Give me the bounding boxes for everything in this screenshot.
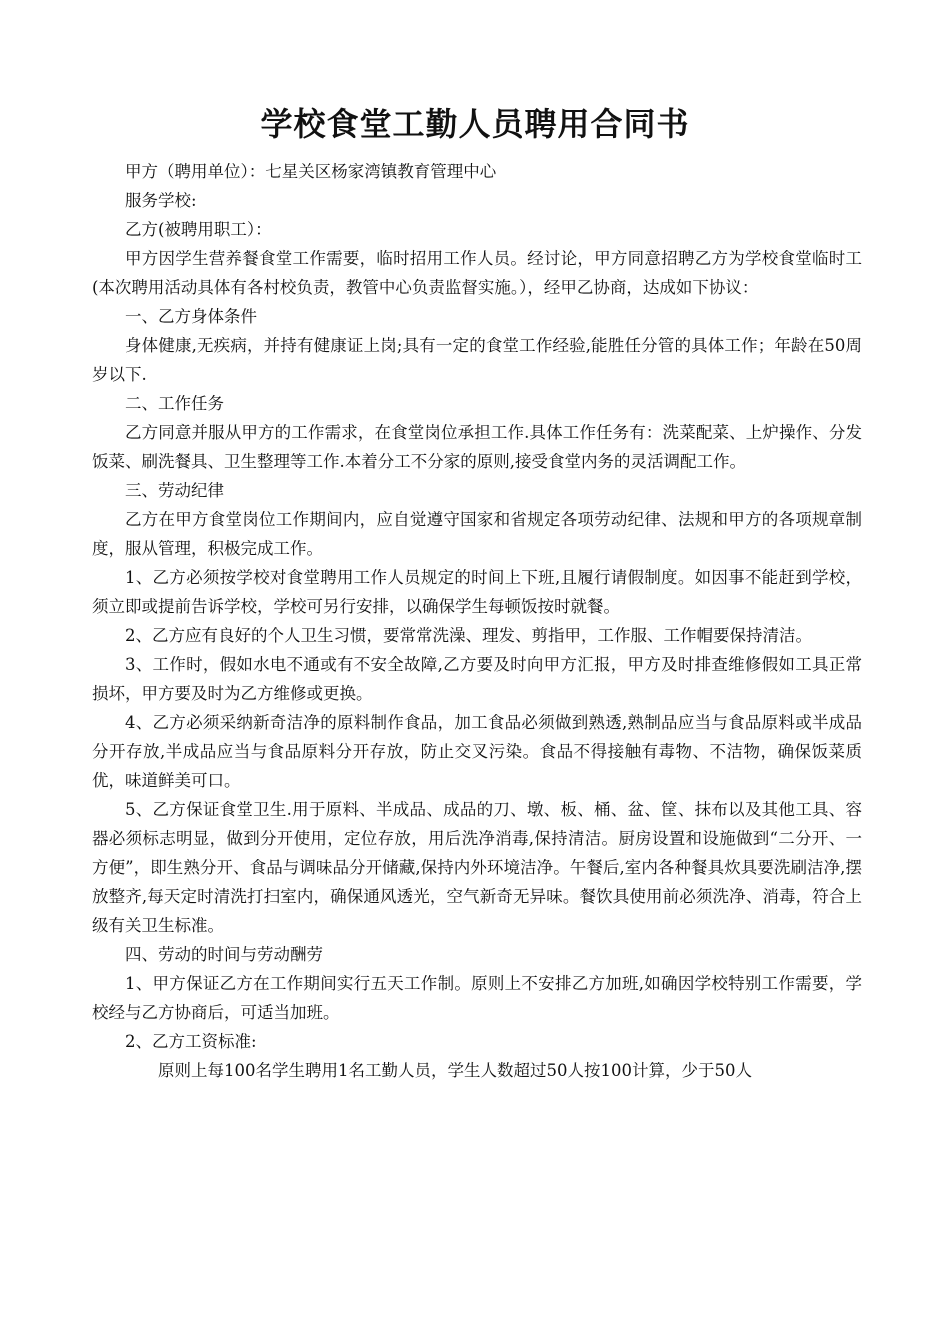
party-a-line: 甲方（聘用单位）：七星关区杨家湾镇教育管理中心 bbox=[125, 162, 497, 181]
paragraph-discipline-intro: 乙方在甲方食堂岗位工作期间内，应自觉遵守国家和省规定各项劳动纪律、法规和甲方的各项规章制度，服从管理，积极完成工作。 bbox=[92, 510, 862, 558]
clause-3: 3、工作时，假如水电不通或有不安全故障,乙方要及时向甲方汇报，甲方及时排查维修假如工具正常损坏，甲方要及时为乙方维修或更换。 bbox=[92, 655, 862, 703]
preamble-paragraph: 甲方因学生营养餐食堂工作需要，临时招用工作人员。经讨论，甲方同意招聘乙方为学校食堂临时工(本次聘用活动具体有各村校负责，教管中心负责监督实施。），经甲乙协商，达成如下协议： bbox=[92, 249, 862, 297]
section-heading-2: 二、工作任务 bbox=[125, 394, 224, 413]
clause-wage-standard: 2、乙方工资标准: bbox=[125, 1032, 257, 1051]
paragraph-work-tasks: 乙方同意并服从甲方的工作需求，在食堂岗位承担工作.具体工作任务有：洗菜配菜、上炉操作、分发饭菜、刷洗餐具、卫生整理等工作.本着分工不分家的原则,接受食堂内务的灵活调配工作。 bbox=[92, 423, 862, 471]
party-b-line: 乙方(被聘用职工）： bbox=[125, 220, 272, 239]
paragraph-wage-detail: 原则上每100名学生聘用1名工勤人员，学生人数超过50人按100计算，少于50人 bbox=[158, 1061, 752, 1080]
section-heading-1: 一、乙方身体条件 bbox=[125, 307, 257, 326]
document-body bbox=[92, 157, 862, 1085]
paragraph-health-conditions: 身体健康,无疾病，并持有健康证上岗;具有一定的食堂工作经验,能胜任分管的具体工作；年龄在50周岁以下. bbox=[92, 336, 862, 384]
clause-4: 4、乙方必须采纳新奇洁净的原料制作食品，加工食品必须做到熟透,熟制品应当与食品原料或半成品分开存放,半成品应当与食品原料分开存放，防止交叉污染。食品不得接触有毒物、不洁物，确保饭菜质优，味道鲜美可口。 bbox=[92, 713, 862, 790]
document-title: 学校食堂工勤人员聘用合同书 bbox=[260, 105, 690, 143]
clause-work-hours: 1、甲方保证乙方在工作期间实行五天工作制。原则上不安排乙方加班,如确因学校特别工作需要，学校经与乙方协商后，可适当加班。 bbox=[92, 974, 862, 1022]
clause-5: 5、乙方保证食堂卫生.用于原料、半成品、成品的刀、墩、板、桶、盆、筐、抹布以及其他工具、容器必须标志明显，做到分开使用，定位存放，用后洗净消毒,保持清洁。厨房设置和设施做到“二分开、一方便”，即生熟分开、食品与调味品分开储藏,保持内外环境洁净。午餐后,室内各种餐具炊具要洗刷洁净,摆放整齐,每天定时清洗打扫室内，确保通风透光，空气新奇无异味。餐饮具使用前必须洗净、消毒，符合上级有关卫生标准。 bbox=[92, 800, 862, 935]
clause-2: 2、乙方应有良好的个人卫生习惯，要常常洗澡、理发、剪指甲，工作服、工作帽要保持清洁。 bbox=[125, 626, 812, 645]
clause-1: 1、乙方必须按学校对食堂聘用工作人员规定的时间上下班,且履行请假制度。如因事不能赶到学校，须立即或提前告诉学校，学校可另行安排，以确保学生每顿饭按时就餐。 bbox=[92, 568, 862, 616]
service-school-line: 服务学校: bbox=[125, 191, 197, 210]
section-heading-4: 四、劳动的时间与劳动酬劳 bbox=[125, 945, 323, 964]
section-heading-3: 三、劳动纪律 bbox=[125, 481, 224, 500]
